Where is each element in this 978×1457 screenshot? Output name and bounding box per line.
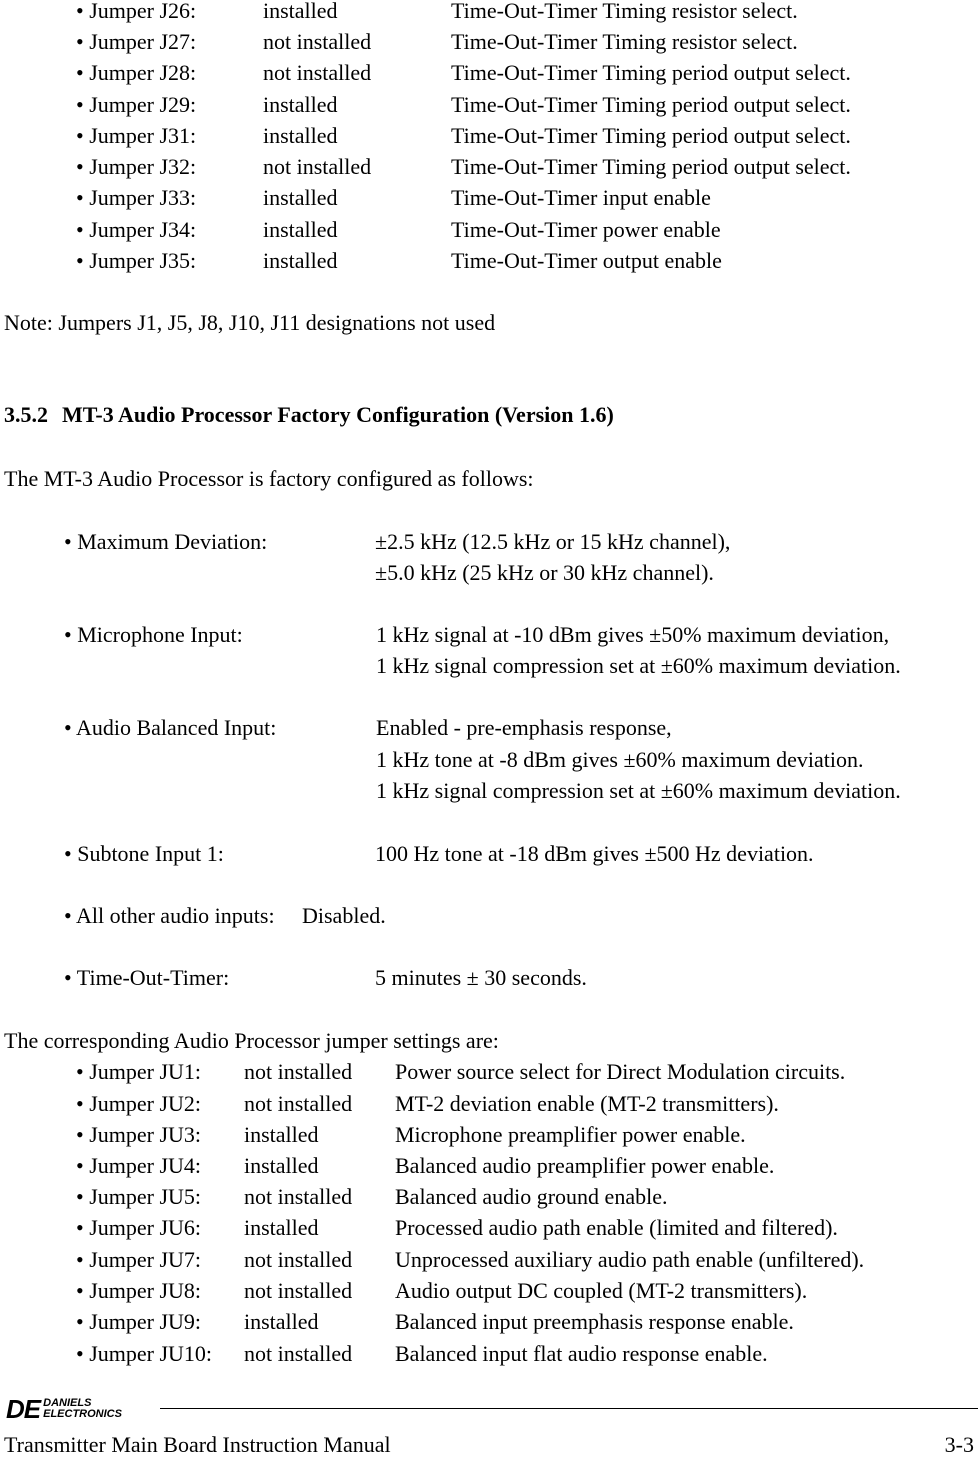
jumper-description: Time-Out-Timer Timing period output select.	[451, 92, 851, 117]
jumper-state: installed	[263, 185, 338, 210]
list-item	[0, 0, 978, 24]
jumper-state: installed	[263, 0, 338, 23]
list-item	[0, 1249, 978, 1273]
jumper-label: • Jumper JU2:	[76, 1091, 202, 1116]
footer-divider	[160, 1408, 978, 1409]
list-item	[0, 1093, 978, 1117]
list-item	[0, 1061, 978, 1085]
jumper-label: • Jumper J33:	[76, 185, 197, 210]
list-item	[0, 219, 978, 243]
section-heading	[4, 404, 614, 426]
list-item	[0, 1124, 978, 1148]
jumper-label: • Jumper J35:	[76, 248, 197, 273]
list-item	[0, 1311, 978, 1335]
jumper-label: • Jumper J27:	[76, 29, 197, 54]
config-value: ±5.0 kHz (25 kHz or 30 kHz channel).	[375, 560, 714, 585]
jumper-state: installed	[263, 123, 338, 148]
jumper-description: Processed audio path enable (limited and filtered).	[395, 1215, 838, 1240]
logo-line-2: ELECTRONICS	[43, 1408, 122, 1420]
jumper-label: • Jumper J31:	[76, 123, 197, 148]
note-text: Note: Jumpers J1, J5, J8, J10, J11 designations not used	[4, 310, 496, 335]
jumper-state: installed	[244, 1153, 319, 1178]
config-value: 1 kHz signal at -10 dBm gives ±50% maximum deviation,	[376, 622, 890, 647]
list-item	[0, 1217, 978, 1241]
jumper-description: Time-Out-Timer input enable	[451, 185, 711, 210]
config-label: • Microphone Input:	[64, 622, 243, 647]
config-label: • All other audio inputs:	[64, 903, 275, 928]
config-value: 1 kHz tone at -8 dBm gives ±60% maximum deviation.	[376, 747, 864, 772]
list-item	[0, 1280, 978, 1304]
jumper-description: Audio output DC coupled (MT-2 transmitters).	[395, 1278, 808, 1303]
jumper-label: • Jumper J32:	[76, 154, 197, 179]
jumper-label: • Jumper JU10:	[76, 1341, 213, 1366]
config-value: 5 minutes ± 30 seconds.	[375, 965, 587, 990]
jumper-description: Microphone preamplifier power enable.	[395, 1122, 746, 1147]
footer-manual-title: Transmitter Main Board Instruction Manual	[4, 1432, 391, 1457]
page-number: 3-3	[944, 1432, 974, 1457]
jumper-state: installed	[244, 1122, 319, 1147]
logo-line-1: DANIELS	[43, 1397, 92, 1409]
jumper-description: Time-Out-Timer power enable	[451, 217, 721, 242]
jumper-state: not installed	[263, 154, 372, 179]
config-value: Enabled - pre-emphasis response,	[376, 715, 672, 740]
list-item	[0, 125, 978, 149]
logo-mark: DE	[6, 1394, 41, 1424]
jumper-state: not installed	[244, 1091, 353, 1116]
jumper-state: installed	[263, 217, 338, 242]
jumper-description: Balanced input flat audio response enable.	[395, 1341, 768, 1366]
config-value: Disabled.	[302, 903, 386, 928]
jumper-state: installed	[263, 92, 338, 117]
jumper-label: • Jumper JU8:	[76, 1278, 202, 1303]
jumper-description: Power source select for Direct Modulation circuits.	[395, 1059, 846, 1084]
config-label: • Subtone Input 1:	[64, 841, 224, 866]
section-intro: The MT-3 Audio Processor is factory configured as follows:	[4, 466, 534, 491]
jumper-state: not installed	[244, 1059, 353, 1084]
list-item	[0, 250, 978, 274]
jumper-description: Time-Out-Timer Timing resistor select.	[451, 0, 798, 23]
config-label: • Audio Balanced Input:	[64, 715, 277, 740]
section-title: MT-3 Audio Processor Factory Configuration (Version 1.6)	[62, 402, 614, 427]
section-number: 3.5.2	[4, 402, 48, 427]
jumper-label: • Jumper JU3:	[76, 1122, 202, 1147]
jumper-description: Time-Out-Timer Timing period output select.	[451, 60, 851, 85]
config-value: 100 Hz tone at -18 dBm gives ±500 Hz deviation.	[375, 841, 814, 866]
list-item	[0, 1343, 978, 1367]
list-item	[0, 94, 978, 118]
jumper-label: • Jumper J28:	[76, 60, 197, 85]
jumper-intro: The corresponding Audio Processor jumper settings are:	[4, 1028, 499, 1053]
jumper-description: Unprocessed auxiliary audio path enable (unfiltered).	[395, 1247, 865, 1272]
jumper-description: Time-Out-Timer Timing period output select.	[451, 123, 851, 148]
jumper-description: Balanced audio preamplifier power enable.	[395, 1153, 775, 1178]
jumper-description: Time-Out-Timer Timing period output select.	[451, 154, 851, 179]
config-label: • Maximum Deviation:	[64, 529, 268, 554]
list-item	[0, 31, 978, 55]
config-label: • Time-Out-Timer:	[64, 965, 230, 990]
config-value: 1 kHz signal compression set at ±60% maximum deviation.	[376, 778, 901, 803]
jumper-label: • Jumper JU6:	[76, 1215, 202, 1240]
list-item	[0, 1155, 978, 1179]
jumper-label: • Jumper JU9:	[76, 1309, 202, 1334]
config-value: 1 kHz signal compression set at ±60% maximum deviation.	[376, 653, 901, 678]
jumper-state: not installed	[244, 1341, 353, 1366]
jumper-description: Balanced input preemphasis response enable.	[395, 1309, 794, 1334]
jumper-label: • Jumper JU7:	[76, 1247, 202, 1272]
jumper-description: Time-Out-Timer output enable	[451, 248, 722, 273]
list-item	[0, 187, 978, 211]
jumper-state: not installed	[263, 60, 372, 85]
jumper-label: • Jumper JU4:	[76, 1153, 202, 1178]
jumper-state: not installed	[244, 1278, 353, 1303]
jumper-label: • Jumper J34:	[76, 217, 197, 242]
list-item	[0, 1186, 978, 1210]
jumper-state: installed	[244, 1309, 319, 1334]
jumper-label: • Jumper J26:	[76, 0, 197, 23]
jumper-description: MT-2 deviation enable (MT-2 transmitters).	[395, 1091, 779, 1116]
list-item	[0, 62, 978, 86]
jumper-description: Balanced audio ground enable.	[395, 1184, 668, 1209]
jumper-state: not installed	[263, 29, 372, 54]
jumper-state: not installed	[244, 1247, 353, 1272]
jumper-label: • Jumper JU1:	[76, 1059, 202, 1084]
list-item	[0, 156, 978, 180]
jumper-state: not installed	[244, 1184, 353, 1209]
jumper-state: installed	[244, 1215, 319, 1240]
daniels-electronics-logo	[6, 1396, 122, 1422]
jumper-label: • Jumper JU5:	[76, 1184, 202, 1209]
jumper-state: installed	[263, 248, 338, 273]
jumper-description: Time-Out-Timer Timing resistor select.	[451, 29, 798, 54]
config-value: ±2.5 kHz (12.5 kHz or 15 kHz channel),	[375, 529, 731, 554]
jumper-label: • Jumper J29:	[76, 92, 197, 117]
logo-wordmark	[43, 1398, 122, 1420]
